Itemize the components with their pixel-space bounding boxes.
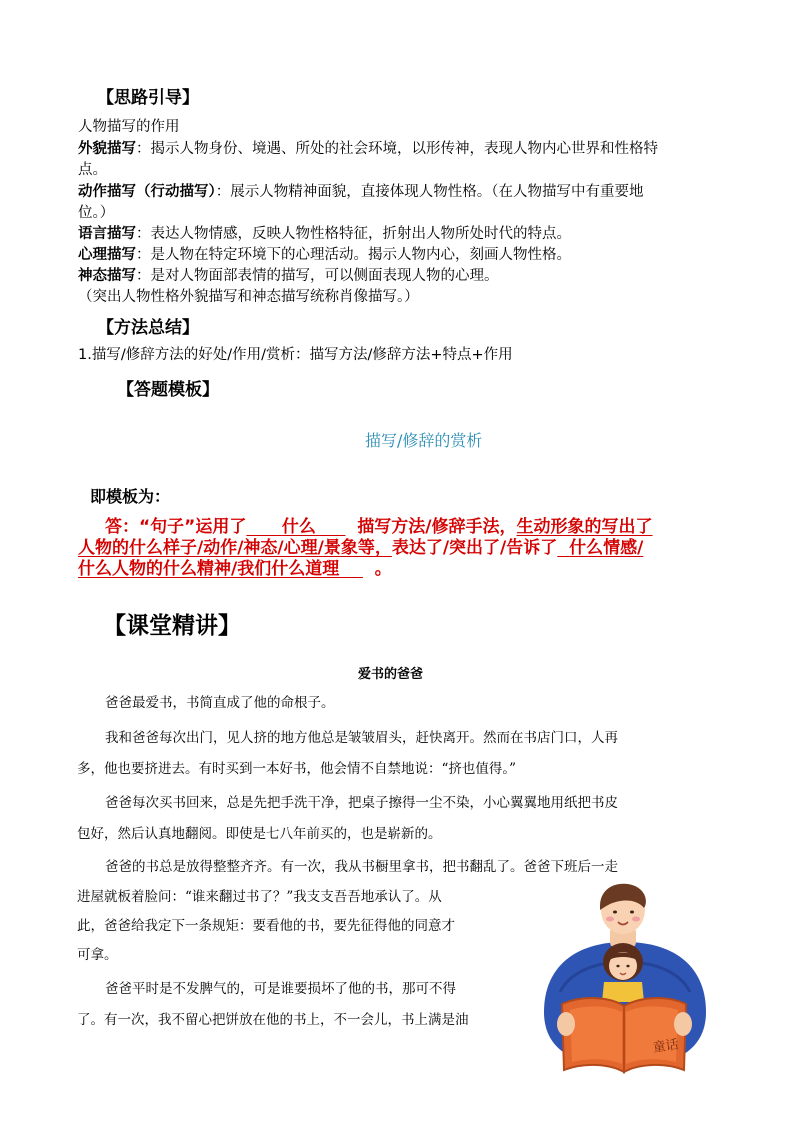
method-line: 1.描写/修辞方法的好处/作用/赏析：描写方法/修辞方法+特点+作用 [78,347,513,363]
story-line: 多，他也要挤进去。有时买到一本好书，他会情不自禁地说：“挤也值得。” [77,761,517,777]
guide-line-action: 动作描写（行动描写）：展示人物精神面貌，直接体现人物性格。（在人物描写中有重要地 [78,184,644,200]
lecture-heading: 【课堂精讲】 [103,613,241,639]
guide-line-action-cont: 位。） [78,205,115,221]
template-intro: 即模板为： [90,487,171,506]
guide-heading: 【思路引导】 [97,88,199,108]
guide-note: （突出人物性格外貌描写和神态描写统称肖像描写。） [78,289,419,305]
book-cover-text: 童话 [651,1037,680,1056]
story-line: 包好，然后认真地翻阅。即使是七八年前买的，也是崭新的。 [77,826,442,842]
story-line: 进屋就板着脸问：“谁来翻过书了？”我支支吾吾地承认了。从 [77,889,442,905]
father-child-reading-illustration [540,882,710,1077]
guide-line-appearance: 外貌描写：揭示人物身份、境遇、所处的社会环境，以形传神，表现人物内心世界和性格特 [78,141,658,157]
story-line: 爸爸每次买书回来，总是先把手洗干净，把桌子擦得一尘不染，小心翼翼地用纸把书皮 [105,795,618,811]
story-line: 我和爸爸每次出门，见人挤的地方他总是皱皱眉头，赶快离开。然而在书店门口，人再 [105,730,618,746]
story-title: 爱书的爸爸 [358,667,424,682]
story-line: 爸爸的书总是放得整整齐齐。有一次，我从书橱里拿书，把书翻乱了。爸爸下班后一走 [105,859,618,875]
story-line: 可拿。 [77,947,118,963]
story-line: 爸爸最爱书，书简直成了他的命根子。 [105,695,335,711]
template-center-title: 描写/修辞的赏析 [365,431,483,450]
template-answer-line-1: 答：“句子”运用了 什么 描写方法/修辞手法，生动形象的写出了 [105,517,653,537]
template-answer-line-2: 人物的什么样子/动作/神态/心理/景象等，表达了/突出了/告诉了 什么情感/ [78,538,644,558]
story-line: 了。有一次，我不留心把饼放在他的书上，不一会儿，书上满是油 [77,1012,469,1028]
guide-line-appearance-cont: 点。 [78,162,107,178]
guide-line-speech: 语言描写：表达人物情感，反映人物性格特征，折射出人物所处时代的特点。 [78,226,571,242]
template-heading: 【答题模板】 [117,380,219,400]
story-line: 此，爸爸给我定下一条规矩：要看他的书，要先征得他的同意才 [77,918,455,934]
method-heading: 【方法总结】 [97,318,199,338]
template-answer-line-3: 什么人物的什么精神/我们什么道理 。 [78,559,392,579]
guide-line-expression: 神态描写：是对人物面部表情的描写，可以侧面表现人物的心理。 [78,268,499,284]
story-line: 爸爸平时是不发脾气的，可是谁要损坏了他的书，那可不得 [105,981,456,997]
guide-subtitle: 人物描写的作用 [78,119,180,135]
guide-line-psychology: 心理描写：是人物在特定环境下的心理活动。揭示人物内心，刻画人物性格。 [78,247,571,263]
